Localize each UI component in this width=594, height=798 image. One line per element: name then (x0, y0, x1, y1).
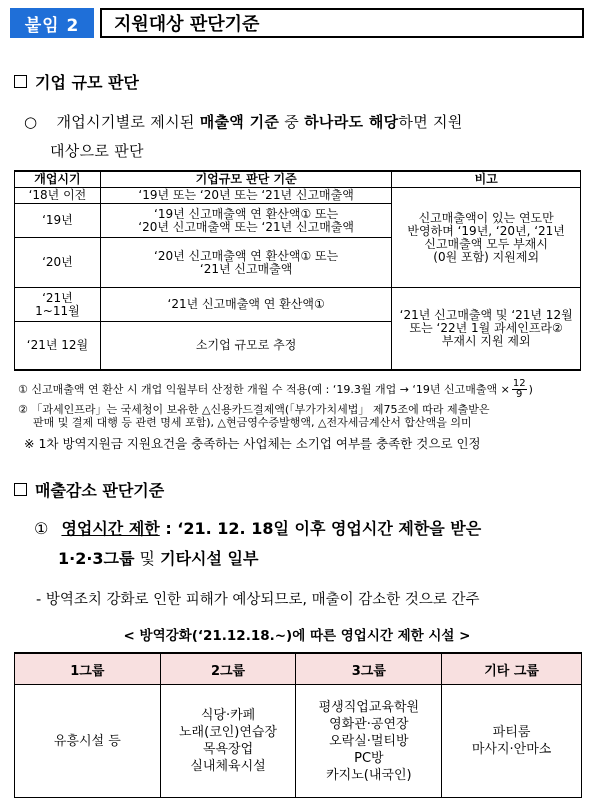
group-cell-2 (160, 685, 296, 798)
text-segment: 중 (279, 113, 305, 131)
footnote-line: 판매 및 결제 대행 등 관련 명세 포함), △현금영수증발행액, △전자세금계산서 합산액을 의미 (33, 416, 472, 429)
remark-line: 신고매출액이 있는 연도만 (418, 210, 554, 225)
text-segment: 개업시기별로 제시된 (56, 113, 200, 131)
criteria-line: ‘20년 신고매출액 또는 ‘21년 신고매출액 (138, 219, 354, 234)
facility-item: 노래(코인)연습장 (179, 725, 278, 740)
paragraph-text (56, 113, 462, 131)
square-bullet-icon (14, 75, 27, 88)
table-cell-criteria (100, 238, 391, 288)
group-cell-3 (296, 685, 442, 798)
square-bullet-icon (14, 483, 27, 496)
table-header: 3그룹 (296, 653, 442, 685)
period-line: ‘21년 (42, 290, 73, 305)
table-cell-criteria: 소기업 규모로 추정 (100, 322, 391, 370)
table-caption: < 방역강화(‘21.12.18.~)에 따른 영업시간 제한 시설 > (123, 628, 471, 644)
bold-text: 매출액 기준 (199, 113, 280, 131)
footnote-text: ① 신고매출액 연 환산 시 개업 익월부터 산정한 개월 수 적용(예 : ‘19.3월 개업 → ‘19년 신고매출액 × (18, 383, 510, 396)
table-cell-period: ‘21년 12월 (15, 322, 101, 370)
period-line: 1~11월 (35, 303, 80, 318)
item-line2 (58, 546, 258, 569)
bold-text: 기타시설 일부 (160, 549, 259, 568)
section-heading-company-size (14, 70, 139, 93)
reference-note: ※ 1차 방역지원금 지원요건을 충족하는 사업체는 소기업 여부를 충족한 것으로 인정 (24, 436, 481, 451)
company-size-table (14, 170, 581, 371)
group-cell-1 (15, 685, 161, 798)
appendix-badge: 붙임 2 (10, 8, 94, 38)
facility-item: 영화관·공연장 (329, 716, 409, 732)
facility-item: 유흥시설 등 (53, 733, 121, 749)
remark-line: 반영하며 ‘19년, ‘20년, ‘21년 (407, 223, 565, 238)
criteria-line: ‘20년 신고매출액 연 환산액① 또는 (154, 248, 339, 263)
facility-item: PC방 (354, 750, 384, 766)
facility-item: 카지노(내국인) (326, 767, 412, 783)
facility-item: 오락실·멀티방 (329, 733, 409, 749)
fraction (512, 379, 527, 400)
criteria-paragraph (24, 111, 463, 132)
footnote-line: ② 「과세인프라」는 국세청이 보유한 △신용카드결제액(「부가가치세법」 제75조에 따라 제출받은 (18, 403, 490, 416)
table-cell-criteria: ‘21년 신고매출액 연 환산액① (100, 288, 391, 322)
table-cell-remark (392, 188, 581, 288)
facility-item: 평생직업교육학원 (318, 699, 420, 715)
table-cell-criteria (100, 204, 391, 238)
table-header: 기타 그룹 (442, 653, 582, 685)
section-heading-text: 기업 규모 판단 (35, 73, 139, 92)
circle-bullet-icon: ○ (24, 113, 38, 131)
remark-line: 신고매출액 모두 부재시 (424, 236, 548, 251)
facility-item: 목욕장업 (202, 742, 254, 757)
facility-item: 마사지·안마소 (471, 742, 552, 757)
bold-text: 하나라도 해당 (304, 113, 399, 131)
criteria-line: ‘21년 신고매출액 (199, 261, 293, 276)
table-cell-period (15, 288, 101, 322)
footnote-1 (18, 379, 533, 400)
facility-item: 식당·카페 (200, 708, 256, 723)
bold-text: 1·2·3그룹 (58, 549, 135, 568)
table-header: 1그룹 (15, 653, 161, 685)
remark-line: ‘21년 신고매출액 및 ‘21년 12월 (399, 307, 573, 322)
table-header: 개업시기 (15, 171, 101, 188)
item-number: ① (34, 519, 49, 538)
section-heading-sales-decline (14, 478, 164, 501)
item-title: 영업시간 제한 (61, 519, 160, 538)
facility-group-table (14, 652, 582, 798)
facility-item: 파티룸 (492, 725, 531, 740)
item-business-hours (34, 516, 481, 539)
text-segment: 및 (134, 549, 161, 568)
table-cell-period: ‘18년 이전 (15, 188, 101, 204)
page-title (100, 8, 584, 38)
page-title-text: 지원대상 판단기준 (114, 14, 260, 35)
table-header: 2그룹 (160, 653, 296, 685)
criteria-line: ‘19년 신고매출액 연 환산액① 또는 (154, 206, 339, 221)
table-cell-remark (392, 288, 581, 370)
fraction-numerator: 12 (512, 378, 526, 389)
section-heading-text: 매출감소 판단기준 (35, 481, 165, 500)
footnote-text: ) (528, 383, 533, 396)
remark-line: 부재시 지원 제외 (441, 333, 531, 348)
facility-item: 실내체육시설 (190, 759, 266, 774)
table-header: 비고 (392, 171, 581, 188)
fraction-denominator: 9 (516, 389, 523, 400)
text-segment: 하면 지원 (398, 113, 463, 131)
table-cell-period: ‘19년 (15, 204, 101, 238)
table-cell-criteria: ‘19년 또는 ‘20년 또는 ‘21년 신고매출액 (100, 188, 391, 204)
group-cell-other (442, 685, 582, 798)
table-cell-period: ‘20년 (15, 238, 101, 288)
footnote-2 (18, 403, 490, 429)
item-text: : ‘21. 12. 18일 이후 영업시간 제한을 받은 (159, 519, 482, 538)
paragraph-line2: 대상으로 판단 (50, 142, 144, 160)
remark-line: 또는 ‘22년 1월 과세인프라② (409, 320, 563, 335)
table-header: 기업규모 판단 기준 (100, 171, 391, 188)
remark-line: (0원 포함) 지원제외 (433, 249, 540, 264)
dash-note: - 방역조치 강화로 인한 피해가 예상되므로, 매출이 감소한 것으로 간주 (36, 592, 480, 608)
